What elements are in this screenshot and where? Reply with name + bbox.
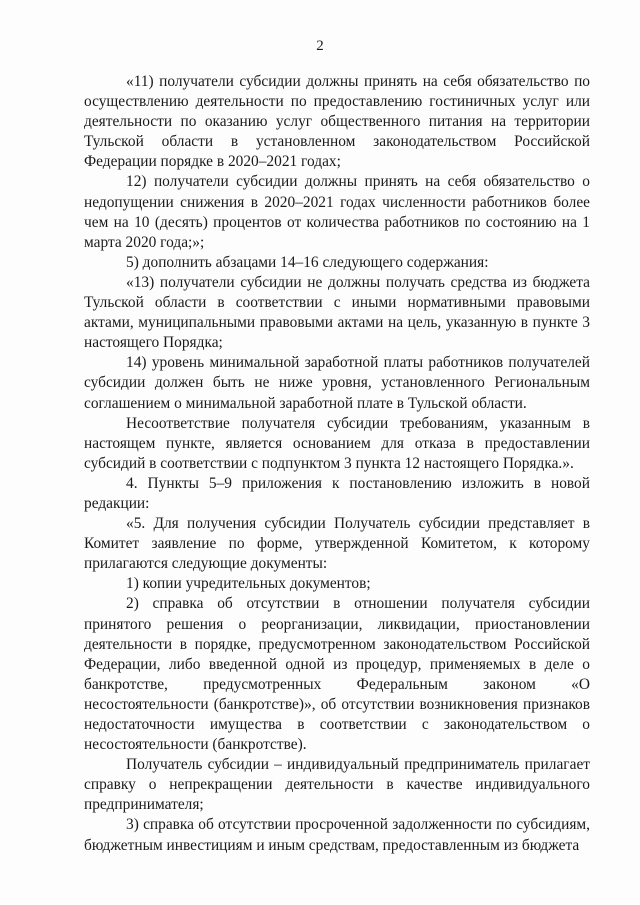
paragraph-item-12: 12) получатели субсидии должны принять на себя обязательство о недопущении снижения в 2020–2021 годах численности работников более чем на 10 (десять) процентов от количества работников по состоянию на 1 марта 2020 года;»; bbox=[84, 173, 590, 251]
paragraph-doc-3: 3) справка об отсутствии просроченной задолженности по субсидиям, бюджетным инвестициям и иным средствам, предоставленным из бюджета bbox=[84, 816, 590, 854]
page-number: 2 bbox=[316, 38, 324, 54]
paragraph-item-13: «13) получатели субсидии не должны получать средства из бюджета Тульской области в соответствии с иными нормативными правовыми актами, муниципальными правовыми актами на цель, указанную в пункте 3 настоящего Порядка; bbox=[84, 273, 590, 352]
paragraph-noncompliance: Несоответствие получателя субсидии требованиям, указанным в настоящем пункте, является основанием для отказа в предоставлении субсидий в соответствии с подпунктом 3 пункта 12 настоящего Порядка.». bbox=[84, 414, 590, 472]
paragraph-doc-2: 2) справка об отсутствии в отношении получателя субсидии принятого решения о реорганизации, ликвидации, приостановлении деятельности в порядке, предусмотренном законодательством Российской Федерации, либо введенной одной из процедур, применяемых в деле о банкротстве, предусмотренных Федеральным законом «О несостоятельности (банкротстве)», об отсутствии возникновения признаков недостаточности имущества в соответствии с законодательством о несостоятельности (банкротстве). bbox=[84, 595, 590, 754]
paragraph-clause-5: «5. Для получения субсидии Получатель субсидии представляет в Комитет заявление по форме, утвержденной Комитетом, к которому прилагаются следующие документы: bbox=[84, 515, 590, 573]
document-body bbox=[84, 72, 590, 856]
paragraph-doc-1: 1) копии учредительных документов; bbox=[126, 575, 371, 593]
paragraph-entrepreneur: Получатель субсидии – индивидуальный предприниматель прилагает справку о непрекращении деятельности в качестве индивидуального предпринимателя; bbox=[84, 756, 590, 814]
paragraph-item-14: 14) уровень минимальной заработной платы работников получателей субсидии должен быть не ниже уровня, установленного Региональным соглашением о минимальной заработной плате в Тульской области. bbox=[84, 354, 590, 412]
paragraph-amendment-4: 4. Пункты 5–9 приложения к постановлению изложить в новой редакции: bbox=[84, 474, 590, 512]
paragraph-item-11: «11) получатели субсидии должны принять на себя обязательство по осуществлению деятельности по предоставлению гостиничных услуг или деятельности по оказанию услуг общественного питания на территории Тульской области в установленном законодательством Российской Федерации порядке в 2020–2021 годах; bbox=[84, 73, 590, 171]
paragraph-amendment-5: 5) дополнить абзацами 14–16 следующего содержания: bbox=[126, 253, 489, 271]
